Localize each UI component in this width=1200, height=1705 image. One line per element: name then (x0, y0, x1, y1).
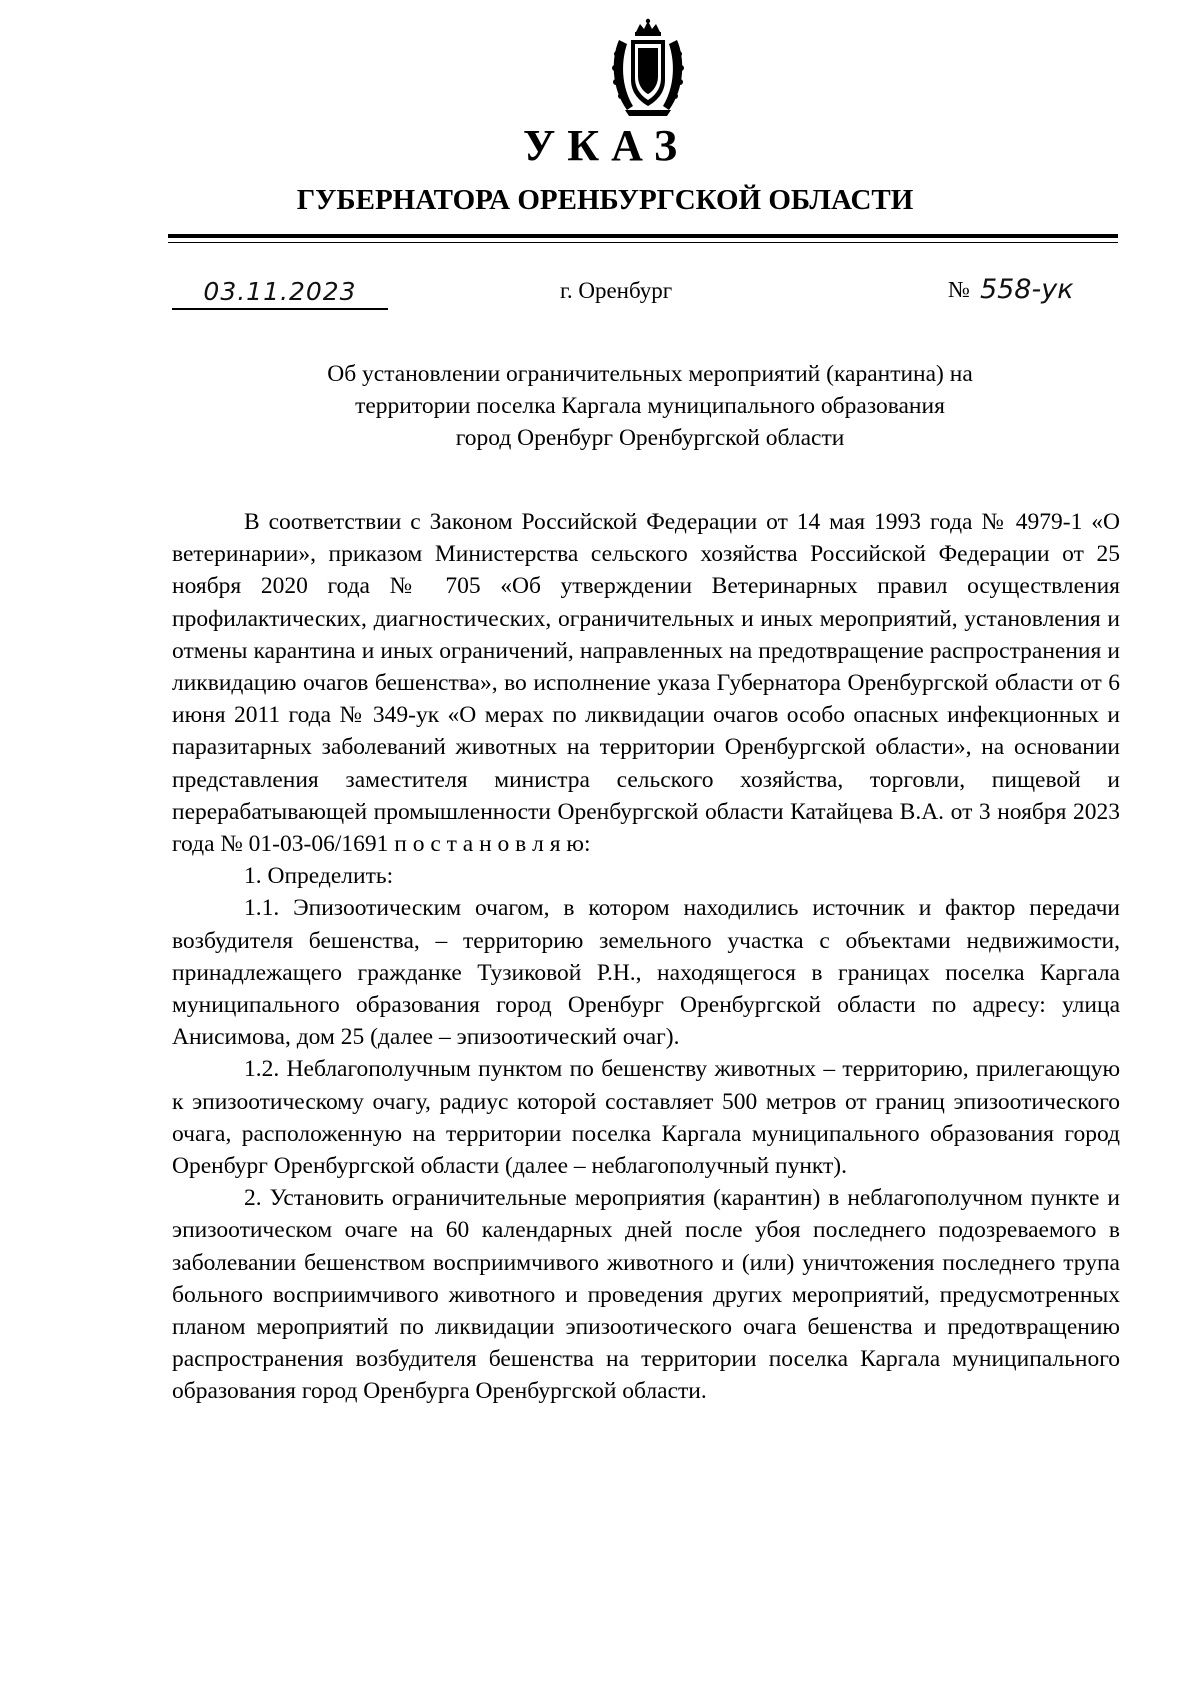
date-underline (172, 308, 388, 310)
preamble-paragraph: В соответствии с Законом Российской Федерации от 14 мая 1993 года № 4979-1 «О ветеринарии», приказом Министерства сельского хозяйства Российской Федерации от 25 ноября 2020 года № 705 «Об утверждении Ветеринарных правил осуществления профилактических, диагностических, ограничительных и иных мероприятий, установления и отмены карантина и иных ограничений, направленных на предотвращение распространения и ликвидацию очагов бешенства», во исполнение указа Губернатора Оренбургской области от 6 июня 2011 года № 349-ук «О мерах по ликвидации очагов особо опасных инфекционных и паразитарных заболеваний животных на территории Оренбургской области», на основании представления заместителя министра сельского хозяйства, торговли, пищевой и перерабатывающей промышленности Оренбургской области Катайцева В.А. от 3 ноября 2023 года № 01-03-06/1691 п о с т а н о в л я ю: (172, 509, 1120, 858)
document-heading (200, 358, 1100, 454)
number-value: 558-ук (979, 274, 1074, 305)
clause-1-1: 1.1. Эпизоотическим очагом, в котором находились источник и фактор передачи возбудителя бешенства, – территорию земельного участка с объектами недвижимости, принадлежащего гражданке Тузиковой Р.Н., находящегося в границах поселка Каргала муниципального образования город Оренбург Оренбургской области по адресу: улица Анисимова, дом 25 (далее – эпизоотический очаг). (172, 895, 1120, 1051)
heading-line: Об установлении ограничительных мероприятий (карантина) на (327, 361, 973, 387)
document-date: 03.11.2023 (203, 277, 357, 306)
coat-of-arms-icon (603, 18, 693, 118)
document-number (948, 270, 1074, 316)
document-body (172, 506, 1120, 1408)
heading-line: территории поселка Каргала муниципального образования (355, 393, 945, 419)
number-prefix: № (948, 277, 970, 302)
header-divider-thick (168, 234, 1118, 238)
clause-1: 1. Определить: (244, 863, 394, 890)
document-type-title: УКАЗ (522, 121, 690, 170)
clause-2: 2. Установить ограничительные мероприятия (карантин) в неблагополучном пункте и эпизоотическом очаге на 60 календарных дней после убоя последнего подозреваемого в заболевании бешенством восприимчивого животного и (или) уничтожения последнего трупа больного восприимчивого животного и проведения других мероприятий, предусмотренных планом мероприятий по ликвидации эпизоотического очага бешенства и предотвращению распространения возбудителя бешенства на территории поселка Каргала муниципального образования город Оренбурга Оренбургской области. (172, 1185, 1120, 1405)
document-city: г. Оренбург (560, 278, 673, 303)
heading-line: город Оренбург Оренбургской области (455, 425, 845, 451)
header-divider-thin (168, 242, 1118, 243)
issuer-subtitle: ГУБЕРНАТОРА ОРЕНБУРГСКОЙ ОБЛАСТИ (296, 184, 914, 216)
clause-1-2: 1.2. Неблагополучным пунктом по бешенству животных – территорию, прилегающую к эпизоотическому очагу, радиус которой составляет 500 метров от границ эпизоотического очага, расположенную на территории поселка Каргала муниципального образования город Оренбург Оренбургской области (далее – неблагополучный пункт). (172, 1056, 1120, 1180)
